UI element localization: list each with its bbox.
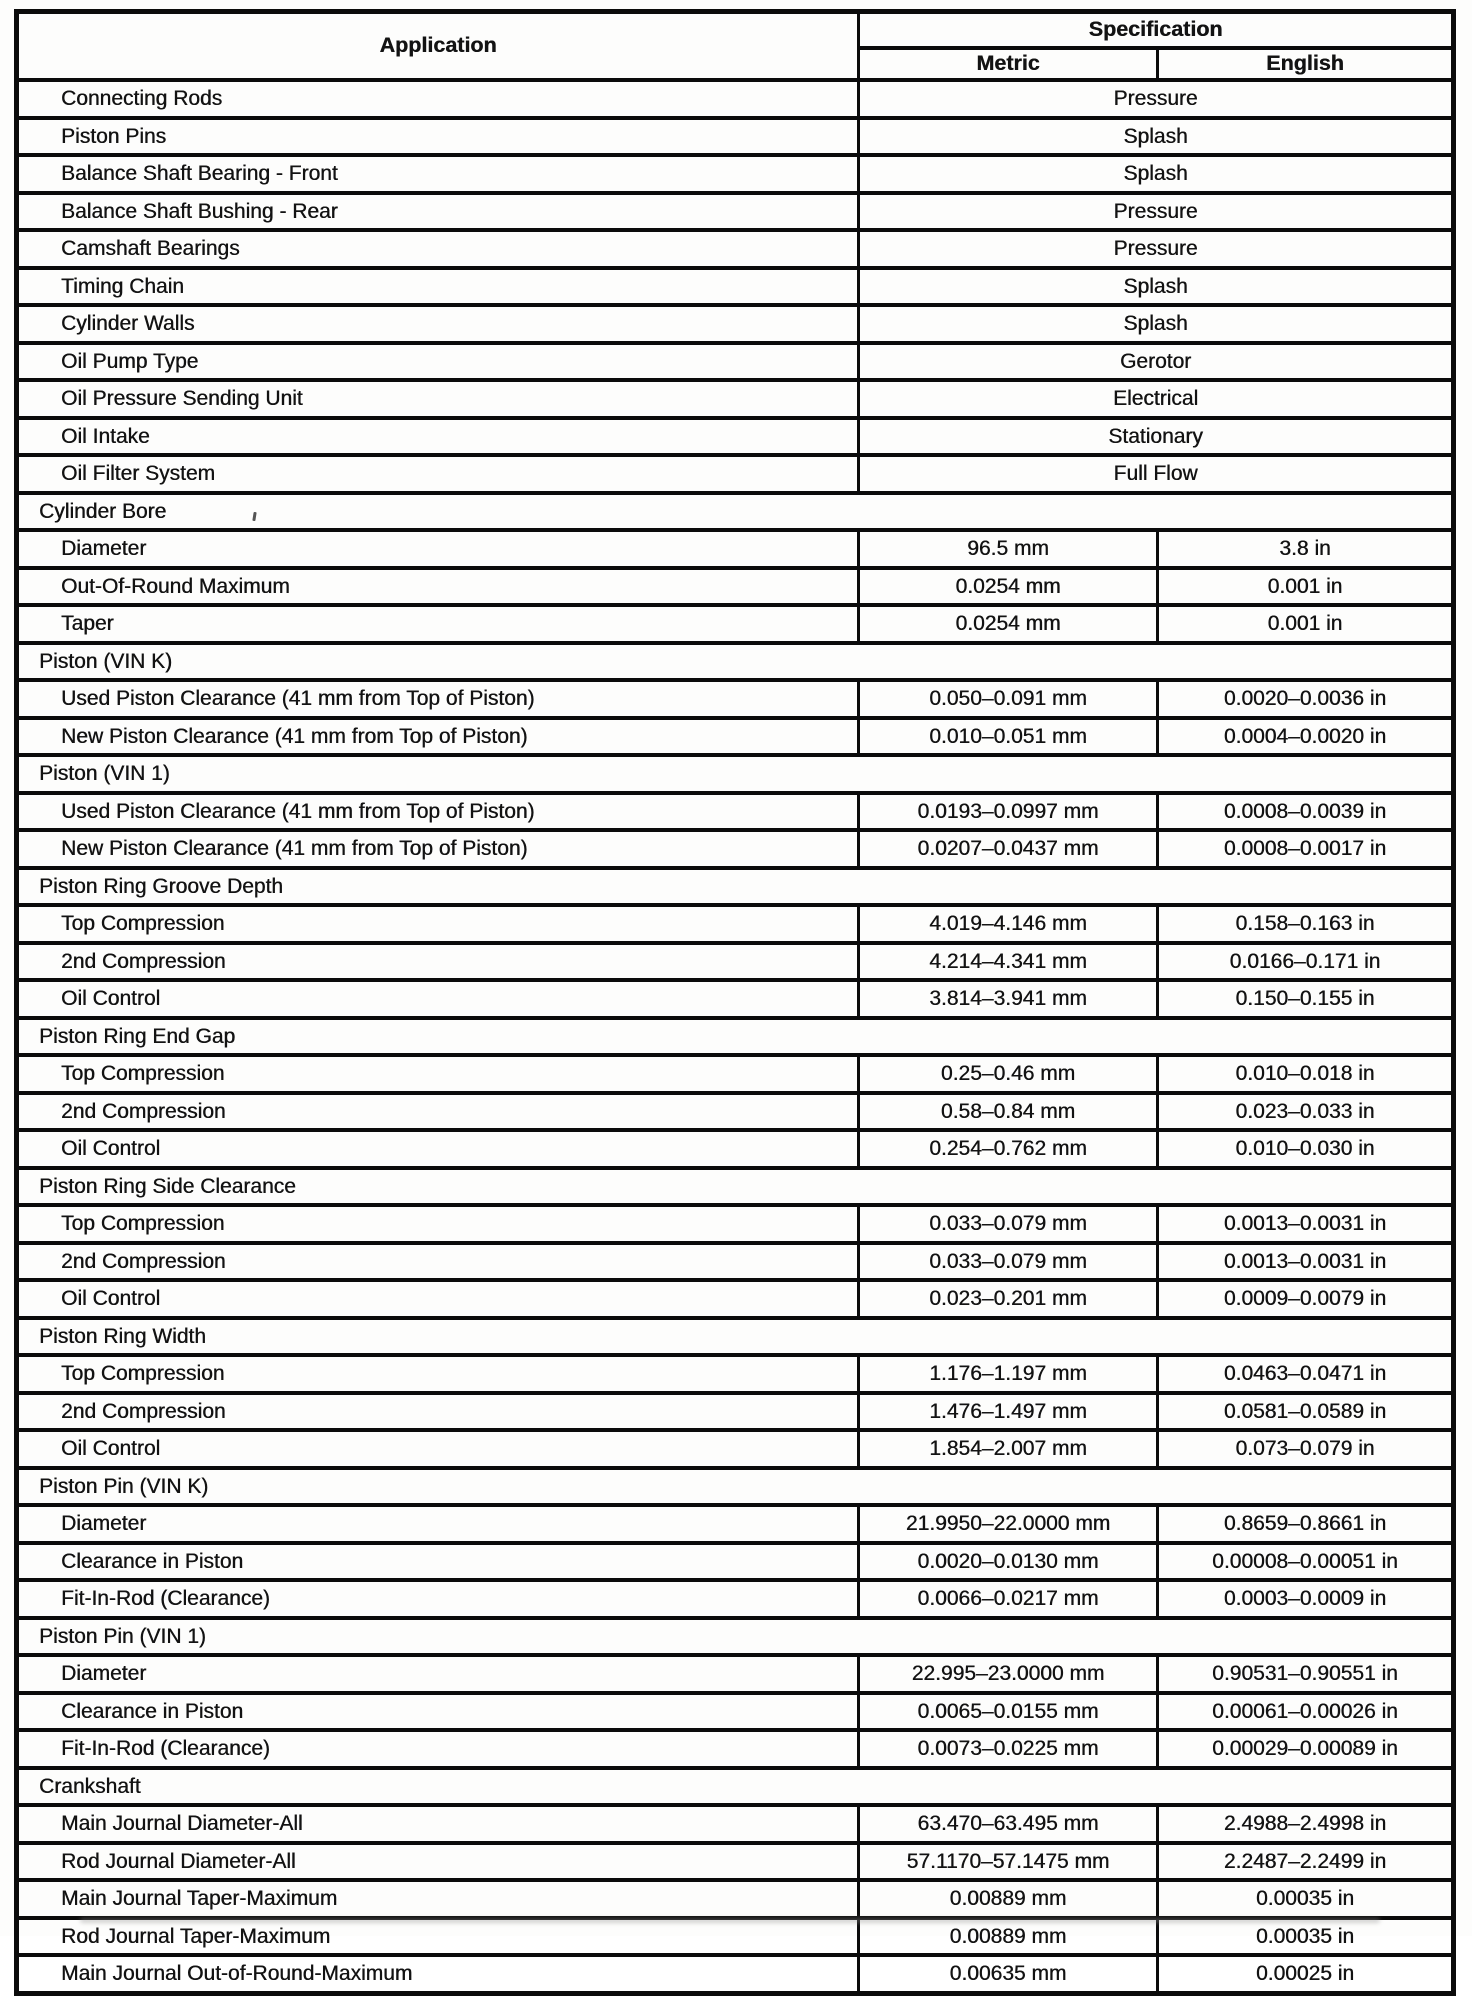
application-cell: New Piston Clearance (41 mm from Top of Piston) [17,718,859,756]
application-cell: Camshaft Bearings [17,230,859,268]
spec-value-cell: Electrical [859,380,1454,418]
metric-value-cell: 0.0066–0.0217 mm [859,1580,1158,1618]
application-cell: Clearance in Piston [17,1543,859,1581]
section-row [17,1768,1454,1806]
table-row [17,230,1454,268]
table-row [17,1580,1454,1618]
english-value-cell: 0.0009–0.0079 in [1157,1280,1453,1318]
table-row [17,118,1454,156]
table-row [17,1880,1454,1918]
metric-value-cell: 0.050–0.091 mm [859,680,1158,718]
section-label: Piston (VIN K) [17,643,1454,681]
application-cell: Balance Shaft Bushing - Rear [17,193,859,231]
english-value-cell: 0.90531–0.90551 in [1157,1655,1453,1693]
application-cell: New Piston Clearance (41 mm from Top of Piston) [17,830,859,868]
table-row [17,1205,1454,1243]
metric-value-cell: 63.470–63.495 mm [859,1805,1158,1843]
application-cell: Out-Of-Round Maximum [17,568,859,606]
application-cell: Piston Pins [17,118,859,156]
section-label: Piston Pin (VIN K) [17,1468,1454,1506]
metric-value-cell: 0.0207–0.0437 mm [859,830,1158,868]
metric-value-cell: 3.814–3.941 mm [859,980,1158,1018]
table-row [17,980,1454,1018]
spec-value-cell: Splash [859,305,1454,343]
application-column-header: Application [17,12,859,81]
metric-value-cell: 1.476–1.497 mm [859,1393,1158,1431]
metric-value-cell: 4.214–4.341 mm [859,943,1158,981]
application-cell: 2nd Compression [17,943,859,981]
table-row [17,1243,1454,1281]
table-row [17,568,1454,606]
spec-table-body [17,80,1454,1993]
metric-value-cell: 0.0073–0.0225 mm [859,1730,1158,1768]
table-row [17,1730,1454,1768]
section-row [17,1318,1454,1356]
english-value-cell: 0.00025 in [1157,1955,1453,1993]
application-cell: Oil Control [17,1430,859,1468]
table-row [17,1055,1454,1093]
application-cell: Balance Shaft Bearing - Front [17,155,859,193]
application-cell: Top Compression [17,1055,859,1093]
table-row [17,830,1454,868]
section-row [17,643,1454,681]
english-value-cell: 0.023–0.033 in [1157,1093,1453,1131]
english-value-cell: 0.00061–0.00026 in [1157,1693,1453,1731]
metric-value-cell: 0.0254 mm [859,605,1158,643]
table-row [17,1543,1454,1581]
section-row [17,755,1454,793]
metric-value-cell: 0.0065–0.0155 mm [859,1693,1158,1731]
english-value-cell: 0.0013–0.0031 in [1157,1205,1453,1243]
table-row [17,718,1454,756]
english-value-cell: 0.0013–0.0031 in [1157,1243,1453,1281]
spec-value-cell: Gerotor [859,343,1454,381]
spec-value-cell: Pressure [859,230,1454,268]
english-value-cell: 0.00035 in [1157,1918,1453,1956]
section-label: Piston Ring End Gap [17,1018,1454,1056]
metric-value-cell: 0.25–0.46 mm [859,1055,1158,1093]
application-cell: Main Journal Diameter-All [17,1805,859,1843]
scan-smudge-artifact [80,1918,1380,1923]
english-value-cell: 0.010–0.018 in [1157,1055,1453,1093]
english-value-cell: 0.0020–0.0036 in [1157,680,1453,718]
section-label: Crankshaft [17,1768,1454,1806]
metric-value-cell: 0.033–0.079 mm [859,1205,1158,1243]
section-label: Piston Pin (VIN 1) [17,1618,1454,1656]
table-row [17,268,1454,306]
table-row [17,155,1454,193]
table-row [17,1805,1454,1843]
table-row [17,605,1454,643]
english-value-cell: 2.2487–2.2499 in [1157,1843,1453,1881]
application-cell: Cylinder Walls [17,305,859,343]
application-cell: Top Compression [17,1355,859,1393]
metric-value-cell: 0.58–0.84 mm [859,1093,1158,1131]
application-cell: Diameter [17,1505,859,1543]
application-cell: Oil Pump Type [17,343,859,381]
section-row [17,1168,1454,1206]
application-cell: Used Piston Clearance (41 mm from Top of Piston) [17,680,859,718]
english-value-cell: 2.4988–2.4998 in [1157,1805,1453,1843]
application-cell: Rod Journal Taper-Maximum [17,1918,859,1956]
application-cell: 2nd Compression [17,1393,859,1431]
english-value-cell: 0.0008–0.0039 in [1157,793,1453,831]
application-cell: Oil Intake [17,418,859,456]
english-value-cell: 0.158–0.163 in [1157,905,1453,943]
metric-value-cell: 0.0193–0.0997 mm [859,793,1158,831]
metric-value-cell: 0.00635 mm [859,1955,1158,1993]
application-cell: Oil Control [17,980,859,1018]
table-row [17,80,1454,118]
section-row [17,1618,1454,1656]
specification-column-header: Specification [859,12,1454,49]
table-row [17,418,1454,456]
table-row [17,1430,1454,1468]
application-cell: Fit-In-Rod (Clearance) [17,1730,859,1768]
table-row [17,380,1454,418]
metric-value-cell: 0.0020–0.0130 mm [859,1543,1158,1581]
table-row [17,1393,1454,1431]
spec-value-cell: Stationary [859,418,1454,456]
table-row [17,680,1454,718]
section-label: Cylinder Bore [17,493,1454,531]
table-row [17,943,1454,981]
application-cell: Oil Control [17,1280,859,1318]
table-row [17,1655,1454,1693]
table-row [17,1505,1454,1543]
table-row [17,1918,1454,1956]
english-value-cell: 0.00029–0.00089 in [1157,1730,1453,1768]
application-cell: Diameter [17,1655,859,1693]
table-row [17,1130,1454,1168]
application-cell: Connecting Rods [17,80,859,118]
application-cell: Top Compression [17,1205,859,1243]
table-row [17,1693,1454,1731]
english-value-cell: 0.073–0.079 in [1157,1430,1453,1468]
application-cell: Top Compression [17,905,859,943]
section-label: Piston Ring Side Clearance [17,1168,1454,1206]
table-row [17,1843,1454,1881]
metric-value-cell: 0.00889 mm [859,1880,1158,1918]
english-value-cell: 0.001 in [1157,568,1453,606]
english-column-header: English [1157,48,1453,80]
header-row-1 [17,12,1454,49]
application-cell: Oil Control [17,1130,859,1168]
metric-value-cell: 0.010–0.051 mm [859,718,1158,756]
metric-value-cell: 0.254–0.762 mm [859,1130,1158,1168]
english-value-cell: 0.001 in [1157,605,1453,643]
metric-value-cell: 0.00889 mm [859,1918,1158,1956]
table-row [17,343,1454,381]
section-row [17,1018,1454,1056]
application-cell: 2nd Compression [17,1093,859,1131]
metric-value-cell: 0.0254 mm [859,568,1158,606]
english-value-cell: 0.0003–0.0009 in [1157,1580,1453,1618]
table-header [17,12,1454,81]
application-cell: Oil Filter System [17,455,859,493]
english-value-cell: 0.00008–0.00051 in [1157,1543,1453,1581]
english-value-cell: 3.8 in [1157,530,1453,568]
english-value-cell: 0.0581–0.0589 in [1157,1393,1453,1431]
spec-value-cell: Splash [859,118,1454,156]
spec-value-cell: Full Flow [859,455,1454,493]
english-value-cell: 0.010–0.030 in [1157,1130,1453,1168]
table-row [17,1955,1454,1993]
table-row [17,455,1454,493]
application-cell: Main Journal Taper-Maximum [17,1880,859,1918]
table-row [17,1355,1454,1393]
section-row [17,493,1454,531]
metric-value-cell: 1.176–1.197 mm [859,1355,1158,1393]
table-row [17,905,1454,943]
metric-value-cell: 57.1170–57.1475 mm [859,1843,1158,1881]
application-cell: Clearance in Piston [17,1693,859,1731]
metric-value-cell: 96.5 mm [859,530,1158,568]
table-row [17,305,1454,343]
english-value-cell: 0.0004–0.0020 in [1157,718,1453,756]
metric-value-cell: 0.023–0.201 mm [859,1280,1158,1318]
metric-value-cell: 0.033–0.079 mm [859,1243,1158,1281]
engine-specification-table [14,9,1456,1996]
application-cell: Taper [17,605,859,643]
application-cell: Fit-In-Rod (Clearance) [17,1580,859,1618]
spec-value-cell: Splash [859,268,1454,306]
section-label: Piston (VIN 1) [17,755,1454,793]
spec-value-cell: Splash [859,155,1454,193]
metric-value-cell: 22.995–23.0000 mm [859,1655,1158,1693]
table-row [17,530,1454,568]
metric-value-cell: 4.019–4.146 mm [859,905,1158,943]
table-row [17,1280,1454,1318]
metric-value-cell: 21.9950–22.0000 mm [859,1505,1158,1543]
table-row [17,193,1454,231]
application-cell: Timing Chain [17,268,859,306]
english-value-cell: 0.8659–0.8661 in [1157,1505,1453,1543]
section-label: Piston Ring Width [17,1318,1454,1356]
metric-value-cell: 1.854–2.007 mm [859,1430,1158,1468]
english-value-cell: 0.0008–0.0017 in [1157,830,1453,868]
table-row [17,1093,1454,1131]
application-cell: Oil Pressure Sending Unit [17,380,859,418]
english-value-cell: 0.00035 in [1157,1880,1453,1918]
section-label: Piston Ring Groove Depth [17,868,1454,906]
spec-value-cell: Pressure [859,193,1454,231]
application-cell: Main Journal Out-of-Round-Maximum [17,1955,859,1993]
spec-value-cell: Pressure [859,80,1454,118]
section-row [17,1468,1454,1506]
english-value-cell: 0.0166–0.171 in [1157,943,1453,981]
english-value-cell: 0.0463–0.0471 in [1157,1355,1453,1393]
table-row [17,793,1454,831]
application-cell: 2nd Compression [17,1243,859,1281]
application-cell: Used Piston Clearance (41 mm from Top of Piston) [17,793,859,831]
metric-column-header: Metric [859,48,1158,80]
english-value-cell: 0.150–0.155 in [1157,980,1453,1018]
application-cell: Diameter [17,530,859,568]
section-row [17,868,1454,906]
application-cell: Rod Journal Diameter-All [17,1843,859,1881]
